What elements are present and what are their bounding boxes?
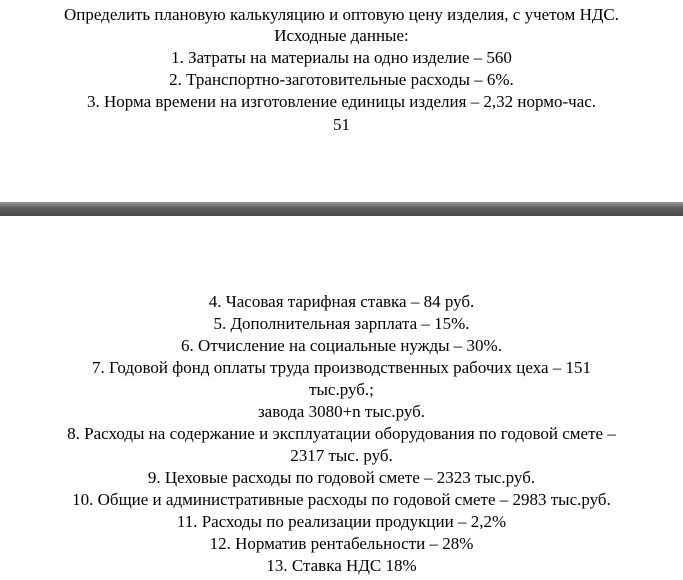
list-item: тыс.руб.; <box>309 380 374 399</box>
list-item: 7. Годовой фонд оплаты труда производственных рабочих цеха – 151 <box>91 358 592 377</box>
page-bottom <box>0 216 683 580</box>
list-item: 6. Отчисление на социальные нужды – 30%. <box>181 336 502 355</box>
task-title: Определить плановую калькуляцию и оптовую цену изделия, с учетом НДС. <box>63 5 620 24</box>
subtitle: Исходные данные: <box>274 26 409 45</box>
list-item: 8. Расходы на содержание и эксплуатации оборудования по годовой смете – <box>67 424 616 443</box>
list-item: 12. Норматив рентабельности – 28% <box>209 534 474 553</box>
list-item: 10. Общие и административные расходы по годовой смете – 2983 тыс.руб. <box>72 490 611 509</box>
page-number: 51 <box>333 115 350 134</box>
list-item: 3. Норма времени на изготовление единицы изделия – 2,32 нормо-час. <box>86 92 597 111</box>
list-item: 2. Транспортно-заготовительные расходы – 6%. <box>169 70 514 89</box>
list-item: 2317 тыс. руб. <box>290 446 393 465</box>
list-item: 1. Затраты на материалы на одно изделие – 560 <box>171 48 512 67</box>
list-item: 4. Часовая тарифная ставка – 84 руб. <box>208 292 475 311</box>
list-item: 9. Цеховые расходы по годовой смете – 2323 тыс.руб. <box>147 468 536 487</box>
list-item: 11. Расходы по реализации продукции – 2,2% <box>176 512 507 531</box>
page-top <box>0 0 683 202</box>
list-item: 5. Дополнительная зарплата – 15%. <box>213 314 470 333</box>
list-item: завода 3080+n тыс.руб. <box>257 402 426 421</box>
list-item: 13. Ставка НДС 18% <box>266 556 417 575</box>
page-break <box>0 202 683 216</box>
